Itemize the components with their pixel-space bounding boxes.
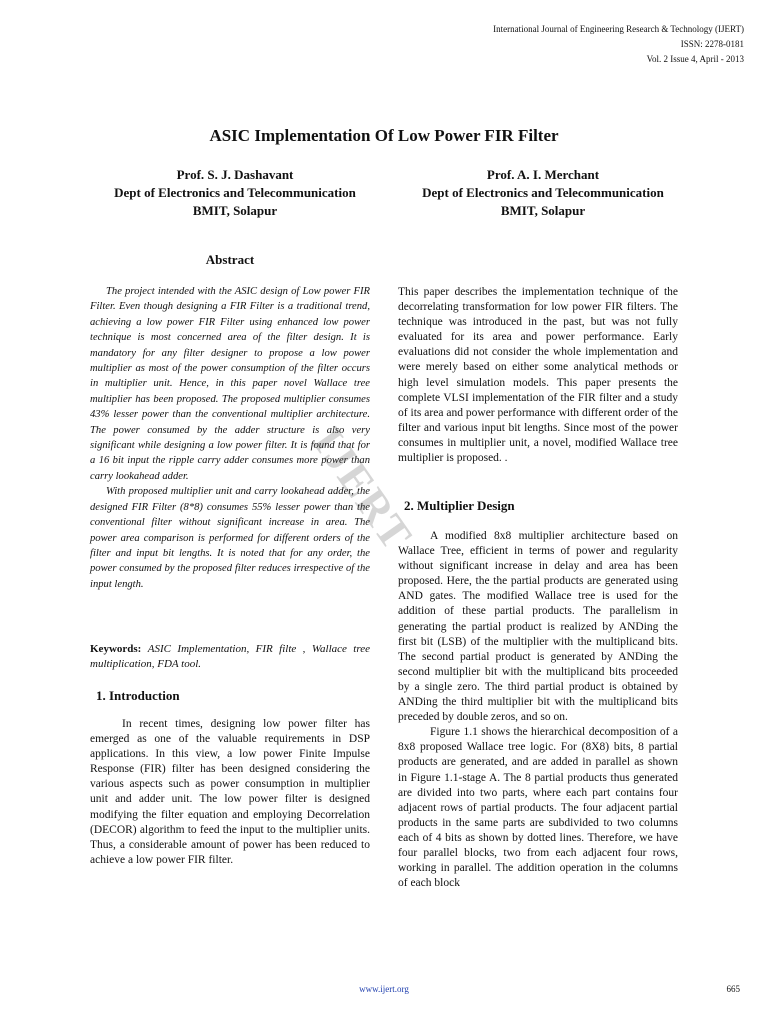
keywords-label: Keywords:: [90, 643, 142, 655]
section2-heading: 2. Multiplier Design: [404, 498, 515, 513]
journal-name: International Journal of Engineering Research & Technology (IJERT): [493, 24, 744, 34]
keywords: [90, 642, 370, 672]
right-column-intro: [398, 285, 678, 466]
author-dept: Dept of Electronics and Telecommunication: [422, 185, 664, 200]
website-link[interactable]: www.ijert.org: [359, 984, 409, 994]
abstract-paragraph: With proposed multiplier unit and carry lookahead adder, the designed FIR Filter (8*8) consumes 55% lesser power than the conventional filter without significant increase in area. The power area comparison is performed for different orders of the filter and input bit lengths. It is noted that for any order, the power consumed by the proposed filter reduces irrespective of the input length.: [90, 486, 370, 590]
author-institution: BMIT, Solapur: [192, 203, 278, 218]
author-name: Prof. S. J. Dashavant: [176, 167, 294, 182]
author-dept: Dept of Electronics and Telecommunication: [114, 185, 356, 200]
journal-header: [493, 22, 744, 67]
section2-paragraph: A modified 8x8 multiplier architecture based on Wallace Tree, efficient in terms of power and regularity without significant increase in delay and area has been proposed. Here, the the partial products are generated using AND gates. The modified Wallace tree is used for the addition of these partial products. The parallelism in generating the partial product is realized by ANDing the first bit (LSB) of the multiplier with the multiplicand bits. The second partial product is generated by ANDing the second multiplier bit with the multiplicand bits proceeded by a single zero. The third partial product is obtained by ANDing the third multiplier bit with the multiplicand bits preceded by double zeros, and so on.: [398, 530, 678, 724]
issn: ISSN: 2278-0181: [680, 39, 744, 49]
abstract-heading: Abstract: [205, 252, 255, 267]
author-name: Prof. A. I. Merchant: [486, 167, 600, 182]
author-2: [398, 166, 688, 220]
right-paragraph: This paper describes the implementation technique of the decorrelating transformation for low power FIR filters. The technique was introduced in the past, but was not fully evaluated for its area and power performance. Early evaluations did not consider the whole implementation and were merely based on either some analytical methods or high level simulation models. This paper presents the complete VLSI implementation of the FIR filter and a study of its area and power performance with different order of the filter and various input bit lengths. Since most of the power consumes in multiplier unit, a novel, modified Wallace tree multiplier is proposed. .: [398, 286, 678, 465]
section2-body: [398, 529, 678, 891]
intro-paragraph: In recent times, designing low power filter has emerged as one of the valuable requirements in DSP applications. In this view, a low power Finite Impulse Response (FIR) filter has been designed considering the various aspects such as power consumption in multiplier unit and adder unit. The low power filter is designed modifying the filter equation and employing Decorrelation (DECOR) algorithm to feed the input to the multiplier units. Thus, a considerable amount of power has been reduced to achieve a low power FIR filter.: [90, 718, 370, 866]
page-number: 665: [726, 984, 740, 994]
paper-title: ASIC Implementation Of Low Power FIR Filter: [209, 126, 559, 145]
author-1: [80, 166, 390, 220]
footer-link[interactable]: [0, 984, 768, 994]
volume-issue: Vol. 2 Issue 4, April - 2013: [646, 54, 744, 64]
ijert-watermark: IJERT: [303, 418, 423, 560]
intro-body: [90, 717, 370, 868]
intro-heading: 1. Introduction: [96, 688, 180, 703]
section2-paragraph: Figure 1.1 shows the hierarchical decomposition of a 8x8 proposed Wallace tree logic. For (8X8) bits, 8 partial products are generated, and are added in parallel as shown in Figure 1.1-stage A. The 8 partial products thus generated are divided into two parts, where each part contains four adjacent rows of partial products. The four adjacent partial products in the same parts are subdivided to two columns each of 4 bits as shown by dotted lines. Therefore, we have four parallel blocks, two from each adjacent four rows, working in parallel. The addition operation in the columns of each block: [398, 726, 678, 890]
abstract-paragraph: The project intended with the ASIC design of Low power FIR Filter. Even though designing a FIR Filter is a traditional trend, achieving a low power FIR Filter using enhanced low power technique is most concerned area of the filter design. It is mandatory for any filter designer to propose a low power multiplier as most of the power consumption of the filter occurs in multiplier unit. Hence, in this paper novel Wallace tree multiplier has been proposed. The proposed multiplier consumes 43% lesser power than the conventional multiplier architecture. The power consumed by the adder structure is also very significant while designing a low power filter. It is found that for a 16 bit input the ripple carry adder consumes more power than carry lookahead adder.: [90, 286, 370, 482]
author-institution: BMIT, Solapur: [500, 203, 586, 218]
keywords-text: ASIC Implementation, FIR filte , Wallace tree multiplication, FDA tool.: [90, 643, 371, 670]
